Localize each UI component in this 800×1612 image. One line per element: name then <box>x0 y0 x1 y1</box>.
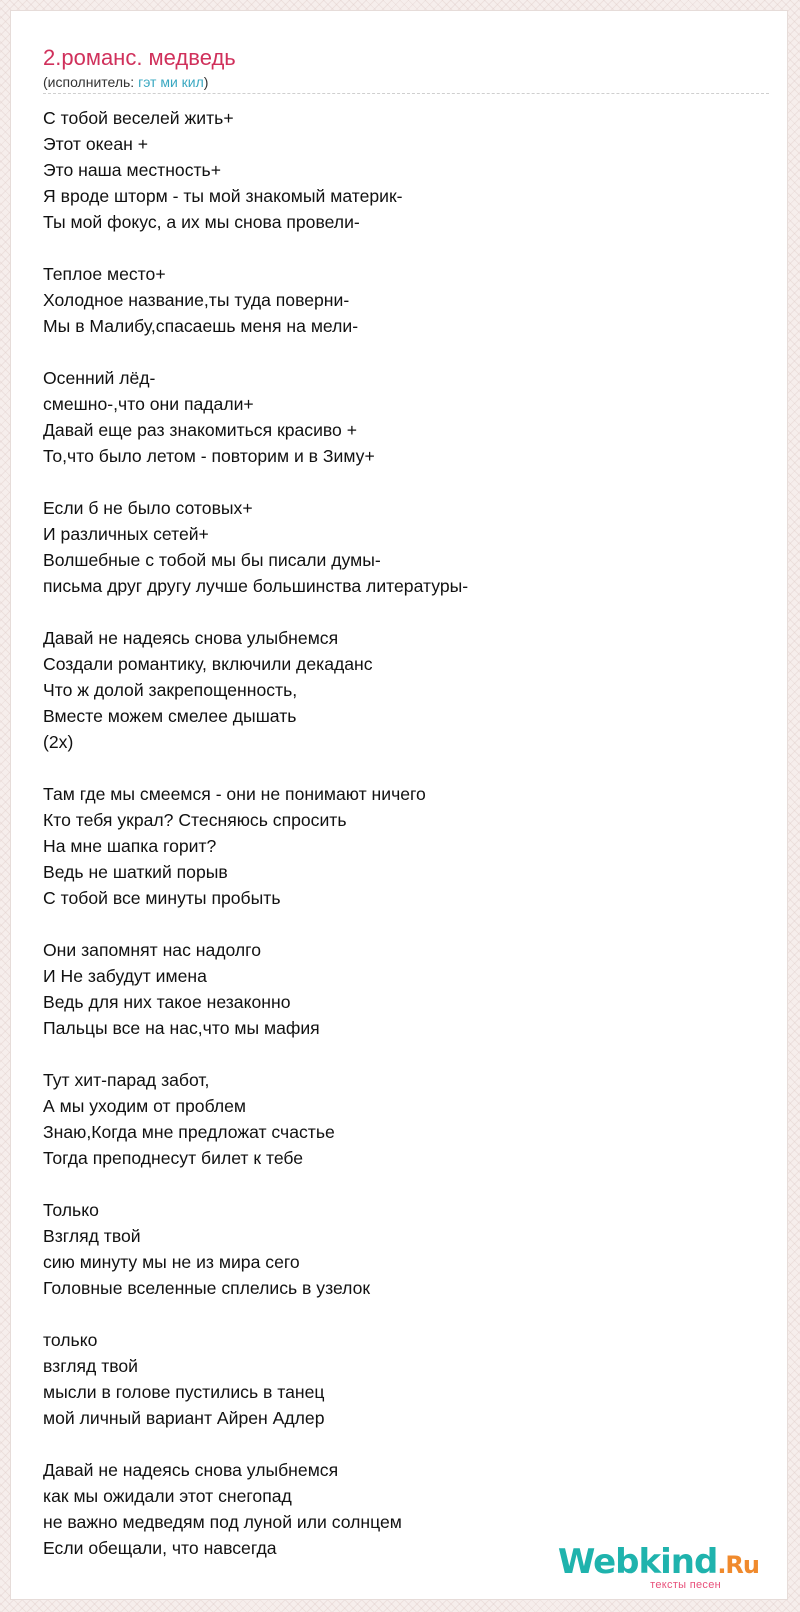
lyric-line: Там где мы смеемся - они не понимают ничего <box>43 784 426 804</box>
lyric-line: Мы в Малибу,спасаешь меня на мели- <box>43 316 359 336</box>
song-header <box>43 45 769 91</box>
lyric-line: Пальцы все на нас,что мы мафия <box>43 1018 320 1038</box>
lyric-line: Давай не надеясь снова улыбнемся <box>43 1460 339 1480</box>
song-title: 2.романс. медведь <box>43 45 236 70</box>
artist-suffix: ) <box>203 74 209 90</box>
lyrics-block <box>43 105 743 1561</box>
lyric-line: письма друг другу лучше большинства литературы- <box>43 576 469 596</box>
stanza-gap <box>43 1171 743 1197</box>
lyric-line: не важно медведям под луной или солнцем <box>43 1512 402 1532</box>
lyric-line: И различных сетей+ <box>43 524 209 544</box>
artist-line <box>43 73 769 91</box>
header-divider <box>43 93 769 94</box>
lyric-line: Ты мой фокус, а их мы снова провели- <box>43 212 360 232</box>
lyric-line: Они запомнят нас надолго <box>43 940 261 960</box>
lyric-line: мой личный вариант Айрен Адлер <box>43 1408 325 1428</box>
stanza-gap <box>43 755 743 781</box>
lyric-line: То,что было летом - повторим и в Зиму+ <box>43 446 375 466</box>
lyric-line: С тобой все минуты пробыть <box>43 888 281 908</box>
lyric-line: Только <box>43 1200 99 1220</box>
lyric-line: Давай еще раз знакомиться красиво + <box>43 420 358 440</box>
stanza-gap <box>43 911 743 937</box>
stanza-gap <box>43 1431 743 1457</box>
lyric-line: (2х) <box>43 732 74 752</box>
site-logo[interactable] <box>558 1544 759 1591</box>
lyric-line: Вместе можем смелее дышать <box>43 706 297 726</box>
artist-prefix: (исполнитель: <box>43 74 139 90</box>
logo-tagline: тексты песен <box>650 1579 721 1591</box>
lyric-line: сию минуту мы не из мира сего <box>43 1252 300 1272</box>
lyric-line: как мы ожидали этот снегопад <box>43 1486 292 1506</box>
stanza-gap <box>43 469 743 495</box>
lyric-line: Давай не надеясь снова улыбнемся <box>43 628 339 648</box>
song-card <box>10 10 788 1600</box>
lyric-line: С тобой веселей жить+ <box>43 108 234 128</box>
lyric-line: Если б не было сотовых+ <box>43 498 253 518</box>
lyric-line: А мы уходим от проблем <box>43 1096 246 1116</box>
lyric-line: Головные вселенные сплелись в узелок <box>43 1278 371 1298</box>
lyric-line: Теплое место+ <box>43 264 166 284</box>
lyric-line: На мне шапка горит? <box>43 836 217 856</box>
lyric-line: Что ж долой закрепощенность, <box>43 680 298 700</box>
lyric-line: И Не забудут имена <box>43 966 207 986</box>
logo-wordmark <box>558 1544 759 1583</box>
stanza-gap <box>43 1041 743 1067</box>
lyric-line: смешно-,что они падали+ <box>43 394 254 414</box>
lyric-line: Это наша местность+ <box>43 160 221 180</box>
lyric-line: мысли в голове пустились в танец <box>43 1382 325 1402</box>
stanza-gap <box>43 1301 743 1327</box>
lyric-line: Холодное название,ты туда поверни- <box>43 290 350 310</box>
lyric-line: Ведь для них такое незаконно <box>43 992 291 1012</box>
stanza-gap <box>43 235 743 261</box>
lyric-line: Тут хит-парад забот, <box>43 1070 210 1090</box>
lyric-line: Кто тебя украл? Стесняюсь спросить <box>43 810 347 830</box>
lyric-line: Этот океан + <box>43 134 148 154</box>
artist-link[interactable]: гэт ми кил <box>138 74 204 90</box>
lyric-line: Создали романтику, включили декаданс <box>43 654 373 674</box>
lyric-line: взгляд твой <box>43 1356 139 1376</box>
lyric-line: Знаю,Когда мне предложат счастье <box>43 1122 335 1142</box>
stanza-gap <box>43 339 743 365</box>
lyric-line: Я вроде шторм - ты мой знакомый материк- <box>43 186 403 206</box>
stanza-gap <box>43 599 743 625</box>
lyric-line: Взгляд твой <box>43 1226 141 1246</box>
logo-tld: .Ru <box>717 1551 759 1579</box>
lyric-line: Ведь не шаткий порыв <box>43 862 228 882</box>
lyric-line: Осенний лёд- <box>43 368 156 388</box>
lyric-line: Если обещали, что навсегда <box>43 1538 277 1558</box>
lyric-line: Тогда преподнесут билет к тебе <box>43 1148 304 1168</box>
lyric-line: только <box>43 1330 98 1350</box>
logo-main-text: Webkind <box>557 1542 718 1582</box>
lyric-line: Волшебные с тобой мы бы писали думы- <box>43 550 381 570</box>
